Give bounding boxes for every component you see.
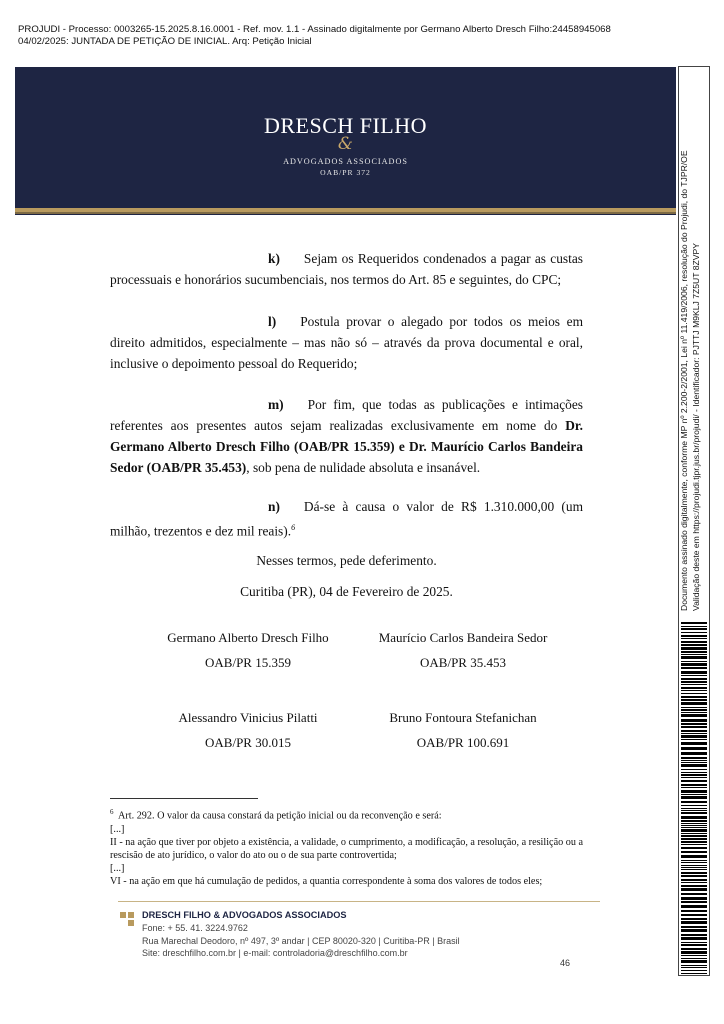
attorney-names-bold: Germano Alberto Dresch Filho (OAB/PR 15.359) e Dr. Maurício Carlos Bandeira xyxy=(110,439,583,454)
item-text: direito admitidos, especialmente – mas não só – através da prova documental e oral, xyxy=(110,335,583,350)
signatory-name: Bruno Fontoura Stefanichan xyxy=(389,710,537,725)
item-label: m) xyxy=(268,397,284,412)
page-footer xyxy=(142,909,460,960)
request-item-l xyxy=(110,311,583,374)
validation-line-1: Documento assinado digitalmente, conforme MP nº 2.200-2/2001, Lei nº 11.419/2006, resolução do Projudi, do TJPR/OE xyxy=(679,150,689,611)
item-label: n) xyxy=(268,499,280,514)
signatory-name: Alessandro Vinicius Pilatti xyxy=(178,710,318,725)
footer-phone: Fone: + 55. 41. 3224.9762 xyxy=(142,922,248,933)
footnote xyxy=(110,806,583,889)
attorney-names-bold: Dr. xyxy=(565,418,583,433)
signatory-oab: OAB/PR 15.359 xyxy=(205,655,291,670)
signatory-oab: OAB/PR 30.015 xyxy=(205,735,291,750)
footnote-number: 6 xyxy=(110,808,114,816)
item-label: k) xyxy=(268,251,280,266)
request-item-m xyxy=(110,394,583,478)
item-text: inclusive o depoimento pessoal do Requerido; xyxy=(110,356,358,371)
stamp-line-2: 04/02/2025: JUNTADA DE PETIÇÃO DE INICIAL. Arq: Petição Inicial xyxy=(18,36,312,47)
attorney-names-bold: Sedor (OAB/PR 35.453) xyxy=(110,460,247,475)
closing-request: Nesses termos, pede deferimento. xyxy=(256,553,437,568)
signature-block xyxy=(128,709,368,752)
footer-firm-name: DRESCH FILHO & ADVOGADOS ASSOCIADOS xyxy=(142,910,347,920)
item-label: l) xyxy=(268,314,277,329)
footer-divider xyxy=(118,901,600,902)
firm-logo-oab: OAB/PR 372 xyxy=(320,168,371,177)
signatory-oab: OAB/PR 100.691 xyxy=(416,735,510,750)
signatory-oab: OAB/PR 35.453 xyxy=(420,655,506,670)
firm-mark-icon xyxy=(120,912,136,926)
footnote-line: [...] xyxy=(110,823,125,835)
signatory-name: Maurício Carlos Bandeira Sedor xyxy=(378,630,548,645)
footnote-line: Art. 292. O valor da causa constará da petição inicial ou da reconvenção e será: xyxy=(118,810,442,822)
footer-address: Rua Marechal Deodoro, nº 497, 3º andar | CEP 80020-320 | Curitiba-PR | Brasil xyxy=(142,935,460,946)
item-text: Sejam os Requeridos condenados a pagar as custas xyxy=(303,251,583,266)
signatory-name: Germano Alberto Dresch Filho xyxy=(167,630,329,645)
footnote-line: VI - na ação em que há cumulação de pedidos, a quantia correspondente à soma dos valores de todos eles; xyxy=(110,876,543,888)
item-text: referentes aos presentes autos sejam realizadas exclusivamente em nome do xyxy=(110,418,558,433)
letterhead-banner xyxy=(15,67,676,215)
footer-contact[interactable]: Site: dreschfilho.com.br | e-mail: controladoria@dreschfilho.com.br xyxy=(142,948,408,959)
item-text: Postula provar o alegado por todos os meios em xyxy=(300,314,583,329)
firm-logo-ampersand: & xyxy=(337,134,354,154)
firm-logo-subtitle: ADVOGADOS ASSOCIADOS xyxy=(283,157,408,166)
stamp-line-1: PROJUDI - Processo: 0003265-15.2025.8.16.0001 - Ref. mov. 1.1 - Assinado digitalmente por Germano Alberto Dresch Filho:24458945068 xyxy=(18,24,611,35)
firm-logo-name: DRESCH FILHO xyxy=(263,113,428,138)
validation-line-2[interactable]: Validação deste em https://projudi.tjpr.jus.br/projudi/ - Identificador: PJTTJ M9KLJ 7Z5UT 8ZVPY xyxy=(690,243,701,611)
banner-dark-gold-stripe xyxy=(15,212,676,214)
item-text: Dá-se à causa o valor de R$ 1.310.000,00 (um xyxy=(303,499,583,514)
item-text: , sob pena de nulidade absoluta e insanável. xyxy=(246,460,481,475)
item-text: processuais e honorários sucumbenciais, nos termos do Art. 85 e seguintes, do CPC; xyxy=(110,272,562,287)
footnote-line: II - na ação que tiver por objeto a existência, a validade, o cumprimento, a modificação, a resolução, a resilição ou a rescisão de ato jurídico, o valor do ato ou o de sua parte controvertida; xyxy=(110,836,583,861)
footnote-reference[interactable]: 6 xyxy=(291,523,296,532)
digital-signature-stamp xyxy=(18,24,658,48)
request-item-k xyxy=(110,248,583,290)
footnote-line: [...] xyxy=(110,863,125,875)
signature-block xyxy=(343,629,583,672)
barcode-icon xyxy=(681,622,707,974)
item-text: Por fim, que todas as publicações e intimações xyxy=(307,397,583,412)
item-text: milhão, trezentos e dez mil reais). xyxy=(110,523,292,539)
footnote-divider xyxy=(110,798,258,799)
request-item-n xyxy=(110,496,583,541)
signature-block xyxy=(128,629,368,672)
signature-block xyxy=(343,709,583,752)
page-number: 46 xyxy=(560,958,571,968)
place-and-date: Curitiba (PR), 04 de Fevereiro de 2025. xyxy=(240,584,453,599)
